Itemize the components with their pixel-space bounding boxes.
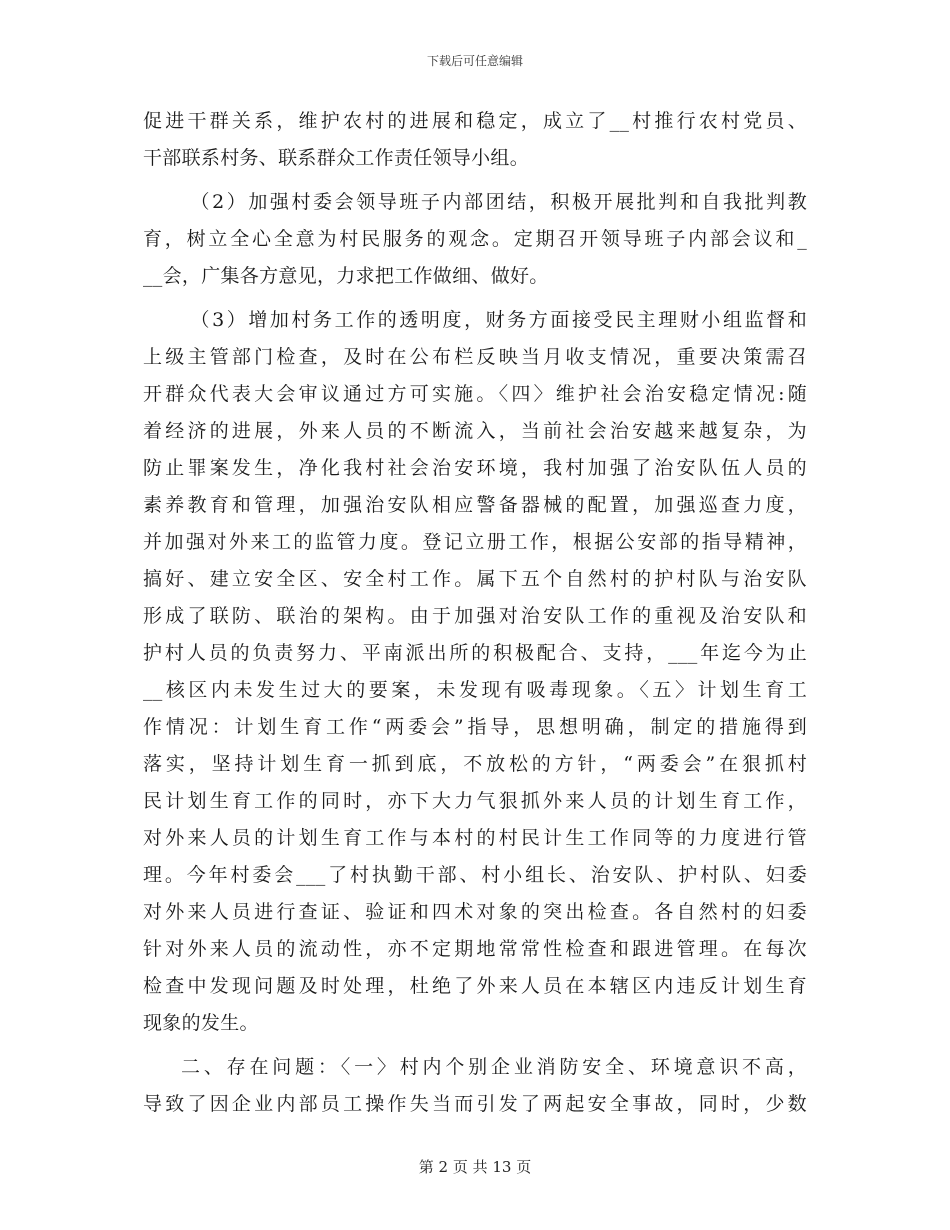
body-line: 检查中发现问题及时处理，杜绝了外来人员在本辖区内违反计划生育 <box>143 975 807 997</box>
body-line: __会，广集各方意见，力求把工作做细、做好。 <box>143 265 549 287</box>
body-line: 针对外来人员的流动性，亦不定期地常常性检查和跟进管理。在每次 <box>143 938 807 960</box>
body-line: 护村人员的负责努力、平南派出所的积极配合、支持，___年迄今为止 <box>143 642 807 664</box>
body-line: 对外来人员的计划生育工作与本村的村民计生工作同等的力度进行管 <box>143 827 807 849</box>
body-line: 上级主管部门检查，及时在公布栏反映当月收支情况，重要决策需召 <box>143 346 807 368</box>
body-line: 开群众代表大会审议通过方可实施。〈四〉维护社会治安稳定情况:随 <box>143 383 807 405</box>
body-line: （2）加强村委会领导班子内部团结，积极开展批判和自我批判教 <box>190 191 807 213</box>
document-body <box>143 103 807 1123</box>
body-line: 并加强对外来工的监管力度。登记立册工作，根据公安部的指导精神， <box>143 531 807 553</box>
body-line: 防止罪案发生，净化我村社会治安环境，我村加强了治安队伍人员的 <box>143 457 807 479</box>
body-line: 着经济的进展，外来人员的不断流入，当前社会治安越来越复杂，为 <box>143 420 807 442</box>
body-line: 理。今年村委会___了村执勤干部、村小组长、治安队、护村队、妇委 <box>143 864 807 886</box>
body-line: 导致了因企业内部员工操作失当而引发了两起安全事故，同时，少数 <box>143 1093 807 1115</box>
body-line: 民计划生育工作的同时，亦下大力气狠抓外来人员的计划生育工作， <box>143 790 807 812</box>
page-header: 下载后可任意编辑 <box>426 54 523 68</box>
body-line: 形成了联防、联治的架构。由于加强对治安队工作的重视及治安队和 <box>143 605 807 627</box>
body-line: 对外来人员进行查证、验证和四术对象的突出检查。各自然村的妇委 <box>143 901 807 923</box>
body-line: 二、存在问题：〈一〉村内个别企业消防安全、环境意识不高， <box>181 1056 807 1078</box>
body-line: 促进干群关系，维护农村的进展和稳定，成立了__村推行农村党员、 <box>143 110 807 132</box>
page-number: 第 2 页 共 13 页 <box>418 1158 532 1176</box>
body-line: __核区内未发生过大的要案，未发现有吸毒现象。〈五〉计划生育工 <box>143 679 807 701</box>
body-line: 现象的发生。 <box>143 1012 259 1034</box>
body-line: 干部联系村务、联系群众工作责任领导小组。 <box>143 147 530 169</box>
body-line: 搞好、建立安全区、安全村工作。属下五个自然村的护村队与治安队 <box>143 568 807 590</box>
body-line: 落实，坚持计划生育一抓到底，不放松的方针，“两委会”在狠抓村 <box>143 753 807 775</box>
body-line: 素养教育和管理，加强治安队相应警备器械的配置，加强巡查力度， <box>143 494 807 516</box>
body-line: 作情况：计划生育工作“两委会”指导，思想明确，制定的措施得到 <box>143 716 807 738</box>
body-line: （3）增加村务工作的透明度，财务方面接受民主理财小组监督和 <box>190 309 807 331</box>
body-line: 育，树立全心全意为村民服务的观念。定期召开领导班子内部会议和_ <box>143 228 807 250</box>
